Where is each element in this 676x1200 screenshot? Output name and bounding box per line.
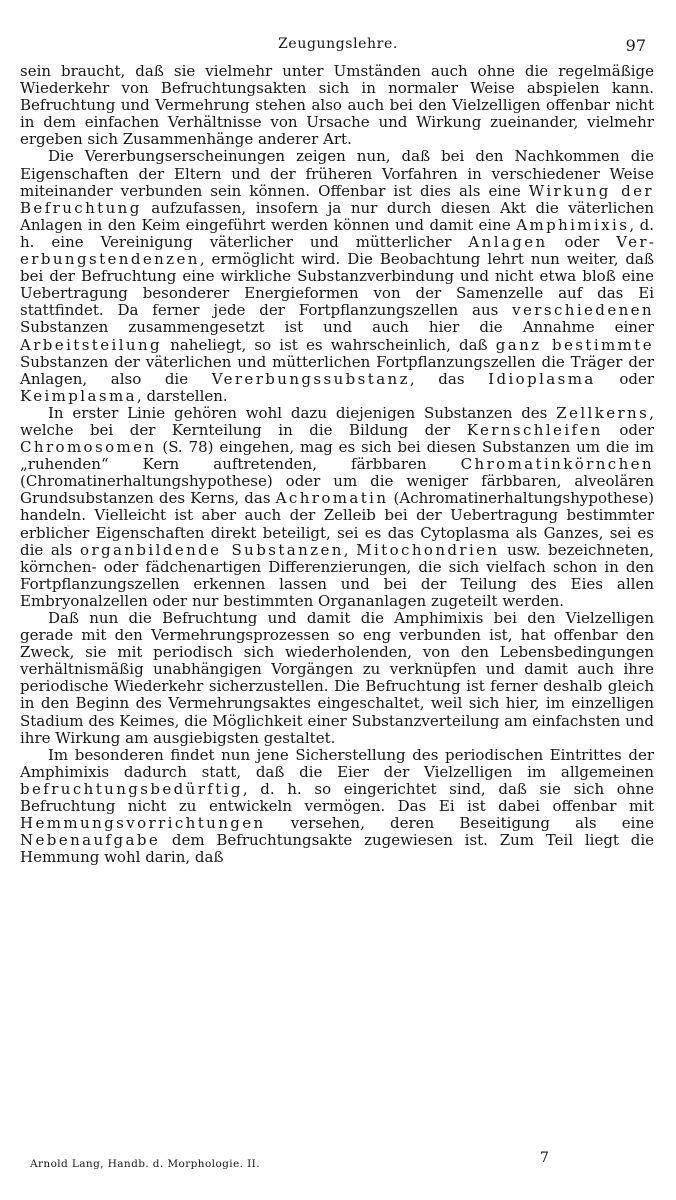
- paragraph-4: [20, 610, 654, 747]
- text-run: (Achromatinerhaltungshypothese) handeln. Vielleicht ist aber auch der Zelleib bei der Uebertragung bestimmter erblicher Eigenschaften direkt beteiligt, sei es das Cytoplasma als Ganzes, sei es die als: [20, 489, 654, 559]
- text-run: Substanzen der väterlichen und mütterlichen Fortpflanzungszellen die Träger der Anlagen, also die: [20, 352, 654, 388]
- text-run: , das: [409, 369, 489, 388]
- spaced-emphasis: Mitochondrien: [356, 540, 500, 559]
- text-run: oder: [602, 420, 655, 439]
- text-run: naheliegt, so ist es wahrscheinlich, daß: [162, 335, 496, 354]
- footer-credit: Arnold Lang, Handb. d. Morphologie. II.: [30, 1158, 260, 1170]
- spaced-emphasis: Hemmungsvorrichtungen: [20, 814, 266, 833]
- text-run: In erster Linie gehören wohl dazu diejenigen Substanzen des: [48, 403, 557, 422]
- paragraph-4-text: Daß nun die Befruchtung und damit die Amphimixis bei den Vielzelligen gerade mit den Vermehrungsprozessen so eng verbunden ist, hat offenbar den Zweck, sie mit periodisch sich wiederholenden, von den Lebensbedingungen verhältnismäßig unabhängigen Vorgängen zu verknüpfen und damit auch ihre periodische Wiederkehr sicherzustellen. Die Befruchtung ist ferner deshalb gleich in den Beginn des Vermehrungsaktes eingeschaltet, weil sich hier, im einzelligen Stadium des Keimes, die Möglichkeit einer Substanzverteilung am einfachsten und ihre Wirkung am ausgiebigsten gestaltet.: [20, 609, 654, 747]
- paragraph-1: [20, 63, 654, 148]
- text-run: , d. h. so eingerichtet sind, daß sie sich ohne Befruchtung nicht zu entwickeln vermögen. Das Ei ist dabei offenbar mit: [20, 779, 654, 816]
- spaced-emphasis: Amphimixis: [516, 215, 630, 234]
- signature-mark: 7: [540, 1150, 550, 1166]
- spaced-emphasis: verschiedenen: [512, 301, 654, 320]
- spaced-emphasis: Chromatinkörnchen: [460, 455, 654, 474]
- spaced-emphasis: Vererbungstendenzen: [20, 232, 654, 269]
- text-run: aufzufassen, insofern ja nur durch diesen Akt die väterlichen Anlagen in den Keim eingeführt werden können und damit eine: [20, 198, 654, 234]
- text-run: usw. bezeichneten, körnchen- oder fädchenartigen Differenzierungen, die sich vielfach schon in den Fortpflanzungszellen erkennen lassen und bei der Teilung des Eies allen Embryonalzellen oder nur bestimmten Organanlagen zugeteilt werden.: [20, 540, 654, 610]
- text-run: oder: [595, 369, 654, 388]
- page-header: [0, 14, 676, 60]
- spaced-emphasis: Wirkung der Befruchtung: [20, 181, 654, 217]
- text-run: dem Befruchtungsakte zugewiesen ist. Zum Teil liegt die Hemmung wohl darin, daß: [20, 831, 654, 867]
- paragraph-3: [20, 405, 654, 610]
- spaced-emphasis: Idioplasma: [488, 369, 596, 388]
- page-footer: [30, 1150, 650, 1180]
- spaced-emphasis: Anlagen: [468, 232, 548, 251]
- text-run: , darstellen.: [136, 386, 228, 405]
- text-run: , ermöglicht wird. Die Beobachtung lehrt nun weiter, daß bei der Befruchtung eine wirkliche Substanzverbindung und nicht etwa bloß eine Uebertragung besonderer Energieformen von der Samenzelle auf das Ei stattfindet. Da ferner jede der Fortpflanzungszellen aus: [20, 250, 654, 320]
- spaced-emphasis: ganz bestimmte: [495, 335, 654, 354]
- paragraph-1-text: sein braucht, daß sie vielmehr unter Umständen auch ohne die regelmäßige Wiederkehr von Befruchtungsakten sich in normaler Weise abspielen kann. Befruchtung und Vermehrung stehen also auch bei den Vielzelligen offenbar nicht in dem einfachen Verhältnisse von Ursache und Wirkung zueinander, vielmehr ergeben sich Zusammenhänge anderer Art.: [20, 62, 654, 149]
- paragraph-2: [20, 148, 654, 404]
- spaced-emphasis: Arbeitsteilung: [20, 335, 163, 354]
- spaced-emphasis: Kernschleifen: [466, 420, 603, 439]
- spaced-emphasis: Zellkerns: [556, 403, 650, 422]
- spaced-emphasis: organbildende Substanzen: [80, 540, 344, 559]
- page-number: 97: [625, 36, 646, 55]
- running-head: Zeugungslehre.: [278, 36, 398, 52]
- text-run: versehen, deren Beseitigung als eine: [265, 814, 654, 833]
- text-run: (S. 78) eingehen, mag es sich bei diesen Substanzen um die im „ruhenden“ Kern auftretenden, färbbaren: [20, 438, 654, 474]
- spaced-emphasis: Achromatin: [275, 489, 389, 508]
- text-run: Die Vererbungserscheinungen zeigen nun, daß bei den Nachkommen die Eigenschaften der Eltern und der früheren Vorfahren in verschiedener Weise miteinander verbunden sein können. Offenbar ist dies als eine: [20, 147, 654, 200]
- spaced-emphasis: befruchtungsbedürftig: [20, 779, 243, 798]
- text-run: Im besonderen findet nun jene Sicherstellung des periodischen Eintrittes der Amphimixis dadurch statt, daß die Eier der Vielzelligen im allgemeinen: [20, 745, 654, 781]
- spaced-emphasis: Keimplasma: [20, 386, 137, 405]
- text-run: Substanzen zusammengesetzt ist und auch hier die Annahme einer: [20, 318, 654, 337]
- text-run: , welche bei der Kernteilung in die Bildung der: [20, 403, 654, 439]
- body-text: [20, 63, 654, 866]
- spaced-emphasis: Chromosomen: [20, 438, 157, 457]
- text-run: ,: [343, 540, 357, 559]
- text-run: (Chromatinerhaltungshypothese) oder um die weniger färbbaren, alveolären Grundsubstanzen des Kerns, das: [20, 472, 654, 508]
- spaced-emphasis: Nebenaufgabe: [20, 831, 161, 850]
- text-run: oder: [547, 232, 617, 251]
- spaced-emphasis: Vererbungssubstanz: [211, 369, 410, 388]
- text-run: , d. h. eine Vereinigung väterlicher und mütterlicher: [20, 215, 654, 251]
- paragraph-5: [20, 747, 654, 867]
